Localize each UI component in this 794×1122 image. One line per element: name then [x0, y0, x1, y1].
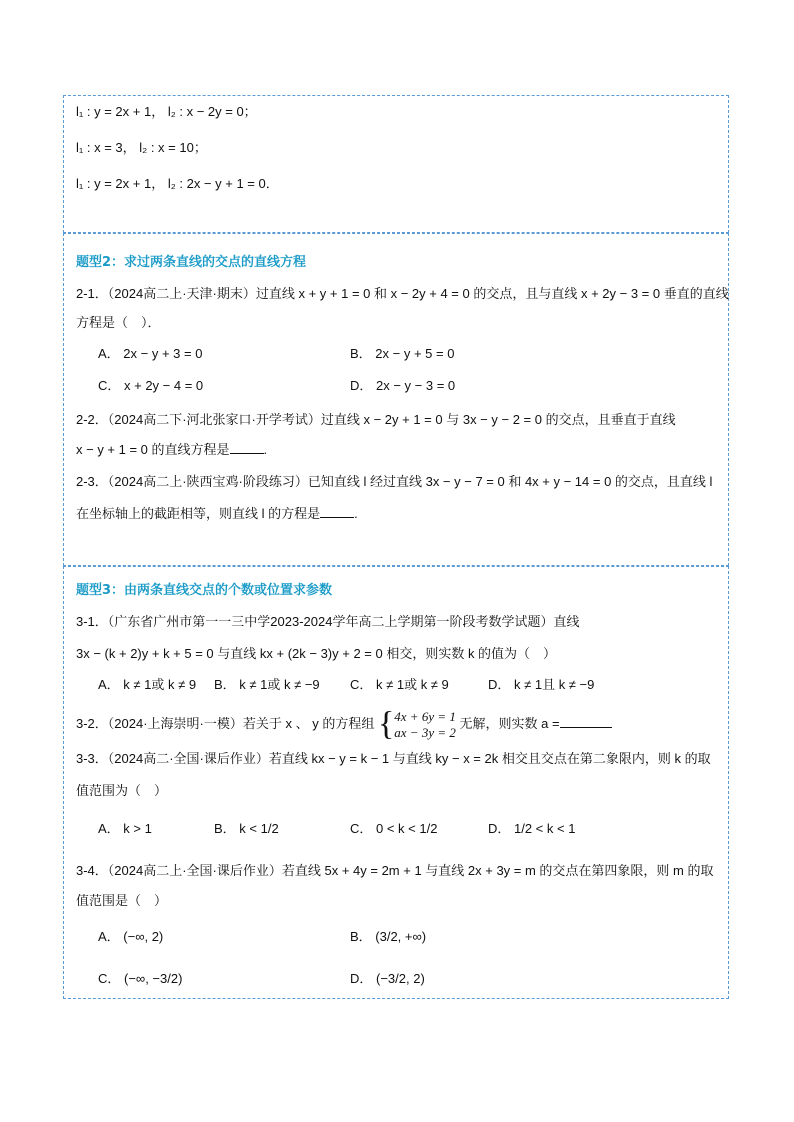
q3-2-line: [76, 705, 718, 744]
q3-4-option-d: D． (−3/2, 2): [350, 971, 425, 986]
q2-3-line2: 在坐标轴上的截距相等，则直线 l 的方程是: [76, 506, 321, 521]
q2-1-option-c: C． x + 2y − 4 = 0: [98, 378, 204, 393]
answer-blank: [560, 715, 612, 728]
q3-1-option-c: C． k ≠ 1或 k ≠ 9: [350, 677, 449, 692]
q2-1-option-a: A． 2x − y + 3 = 0: [98, 346, 203, 361]
q3-4-option-b: B． (3/2, +∞): [350, 929, 427, 944]
q3-4-option-a: A． (−∞, 2): [98, 929, 164, 944]
q2-1-option-b: B． 2x − y + 5 = 0: [350, 346, 455, 361]
item-3: l₁ : x = 3， l₂ : x = 10；: [76, 140, 207, 155]
q2-1-option-d: D． 2x − y − 3 = 0: [350, 378, 456, 393]
answer-blank: [230, 441, 264, 454]
item-4: l₁ : y = 2x + 1， l₂ : 2x − y + 1 = 0．: [76, 176, 279, 191]
type3-heading: 题型3：由两条直线交点的个数或位置求参数: [76, 583, 333, 598]
answer-blank: [320, 505, 354, 518]
q3-4-line1: 3-4．（2024高二上·全国·课后作业）若直线 5x + 4y = 2m + 1 与直线 2x + 3y = m 的交点在第四象限，则 m 的取: [76, 863, 714, 878]
q3-1-option-b: B． k ≠ 1或 k ≠ −9: [214, 677, 320, 692]
q2-2-line2: x − y + 1 = 0 的直线方程是: [76, 442, 230, 457]
item-2: l₁ : y = 2x + 1， l₂ : x − 2y = 0；: [76, 104, 257, 119]
q3-3-option-d: D． 1/2 < k < 1: [488, 821, 576, 836]
q3-4-line2: 值范围是（ ）: [76, 893, 168, 908]
eq2: ax − 3y = 2: [394, 724, 456, 740]
type2-heading: 题型2：求过两条直线的交点的直线方程: [76, 255, 307, 270]
q3-1-option-a: A． k ≠ 1或 k ≠ 9: [98, 677, 197, 692]
q2-1-line1: 2-1．（2024高二上·天津·期末）过直线 x + y + 1 = 0 和 x − 2y + 4 = 0 的交点，且与直线 x + 2y − 3 = 0 垂直的直线: [76, 286, 729, 301]
q3-3-option-c: C． 0 < k < 1/2: [350, 821, 438, 836]
type3-box: [63, 566, 729, 999]
q3-3-option-b: B． k < 1/2: [214, 821, 279, 836]
q2-2-line1: 2-2．（2024高二下·河北张家口·开学考试）过直线 x − 2y + 1 = 0 与 3x − y − 2 = 0 的交点，且垂直于直线: [76, 412, 676, 427]
q3-3-line2: 值范围为（ ）: [76, 783, 168, 798]
continuation-box: [63, 95, 729, 233]
q3-1-line2: 3x − (k + 2)y + k + 5 = 0 与直线 kx + (2k − 3)y + 2 = 0 相交，则实数 k 的值为（ ）: [76, 646, 557, 661]
q3-1-line1: 3-1．（广东省广州市第一一三中学2023-2024学年高二上学期第一阶段考数学试题）直线: [76, 614, 580, 629]
q3-2-prefix: 3-2．（2024·上海崇明·一模）若关于 x 、 y 的方程组: [76, 716, 375, 731]
q3-3-option-a: A． k > 1: [98, 821, 152, 836]
q2-3-line1: 2-3．（2024高二上·陕西宝鸡·阶段练习）已知直线 l 经过直线 3x − y − 7 = 0 和 4x + y − 14 = 0 的交点，且直线 l: [76, 474, 713, 489]
system-brace: {: [377, 705, 395, 743]
q2-3-line2-wrap: 在坐标轴上的截距相等，则直线 l 的方程是 .: [76, 506, 358, 521]
q2-1-line2: 方程是（ ）．: [76, 315, 161, 330]
q3-4-option-c: C． (−∞, −3/2): [98, 971, 183, 986]
q3-3-line1: 3-3．（2024高二·全国·课后作业）若直线 kx − y = k − 1 与直线 ky − x = 2k 相交且交点在第二象限内，则 k 的取: [76, 751, 711, 766]
equation-system: [394, 709, 456, 741]
type2-box: [63, 233, 729, 566]
eq1: 4x + 6y = 1: [394, 708, 456, 724]
q2-2-line2-wrap: x − y + 1 = 0 的直线方程是 .: [76, 442, 268, 457]
q3-2-suffix: 无解，则实数 a =: [459, 716, 560, 731]
q3-1-option-d: D． k ≠ 1且 k ≠ −9: [488, 677, 595, 692]
